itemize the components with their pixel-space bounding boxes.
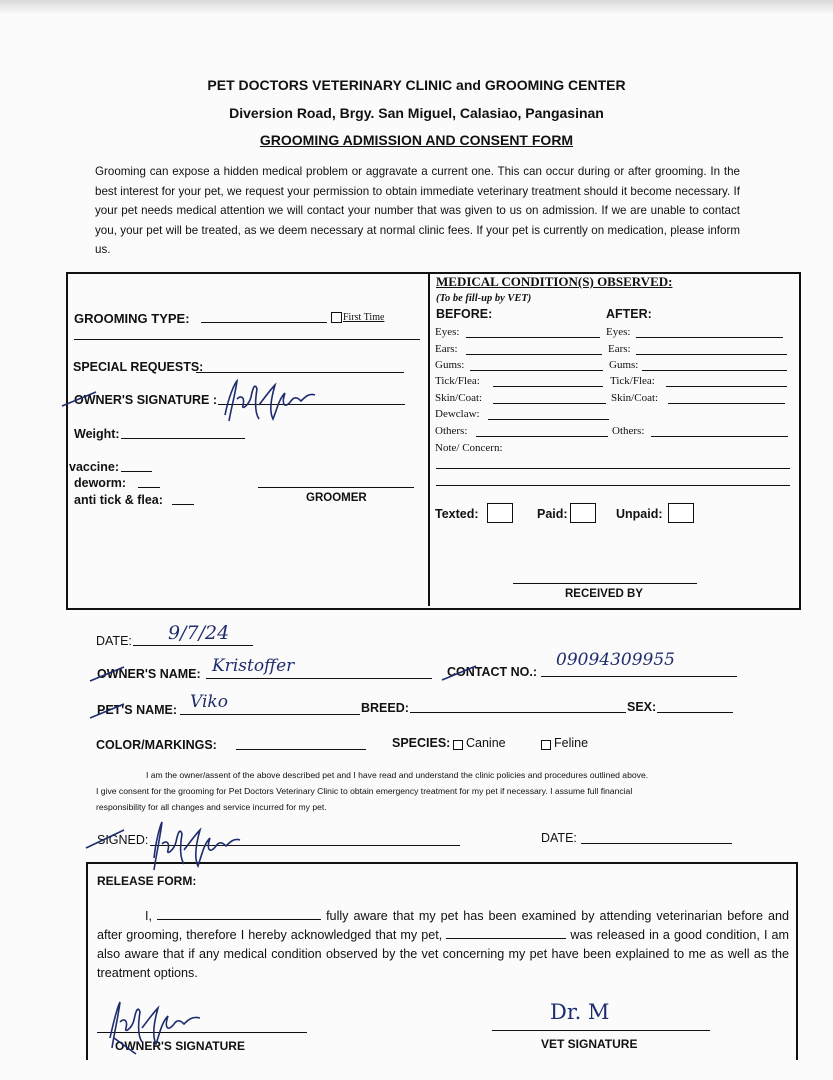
weight-label: Weight: [74,427,120,441]
clinic-name: PET DOCTORS VETERINARY CLINIC and GROOMING CENTER [207,77,626,93]
after-gums-field[interactable] [642,370,787,371]
unpaid-label: Unpaid: [616,507,663,521]
before-tickflea-label: Tick/Flea: [435,375,480,387]
canine-label: Canine [466,736,506,750]
received-by-line[interactable] [513,583,697,584]
clinic-address: Diversion Road, Brgy. San Miguel, Calasiao, Pangasinan [229,105,604,121]
owner-signature-drawing [215,375,330,427]
received-by-label: RECEIVED BY [565,588,643,600]
canine-checkbox[interactable] [453,740,463,750]
pet-name-tick [88,700,128,720]
deworm-field[interactable] [138,487,160,488]
after-heading: AFTER: [606,307,652,321]
release-text-b: was released in a good condition, I am also aware that if any medical condition observed by the vet concerning my pet have been explained to me as well as the treatment options. [97,928,789,980]
texted-checkbox[interactable] [487,503,513,523]
breed-field[interactable] [410,712,626,713]
after-skincoat-field[interactable] [668,403,785,404]
weight-field[interactable] [121,438,245,439]
after-others-field[interactable] [651,436,788,437]
before-eyes-field[interactable] [466,337,600,338]
scan-edge [0,0,833,14]
groomer-label: GROOMER [306,492,367,504]
release-pet-name-field[interactable] [446,927,566,939]
intro-paragraph: Grooming can expose a hidden medical problem or aggravate a current one. This can occur during or after grooming. In the best interest for your pet, we request your permission to obtain immediate veterinary treatment should it become necessary. If your pet needs medical attention we will contact your number that was given to us on admission. If we are unable to contact you, your pet will be treated, as we deem necessary at normal clinic fees. If your pet is currently on medication, please inform us. [95,165,740,257]
after-ears-field[interactable] [636,354,787,355]
consent-date-field[interactable] [581,843,732,844]
note-concern-label: Note/ Concern: [435,442,503,454]
pet-name-handwritten: Viko [190,692,228,712]
contact-handwritten: 09094309955 [556,650,675,670]
release-form-title: RELEASE FORM: [97,874,197,888]
date-field[interactable] [133,645,253,646]
before-heading: BEFORE: [436,307,493,321]
after-others-label: Others: [612,425,645,437]
before-dewclaw-field[interactable] [488,419,609,420]
feline-label: Feline [554,736,589,750]
before-eyes-label: Eyes: [435,326,460,338]
box-divider [428,272,430,606]
release-owner-name-field[interactable] [157,908,321,920]
signed-label: SIGNED: [97,833,149,847]
before-ears-label: Ears: [435,343,458,355]
note-line-2[interactable] [436,485,790,486]
date-label: DATE: [96,634,132,648]
vaccine-field[interactable] [121,471,152,472]
color-markings-field[interactable] [236,749,366,750]
anti-tick-field[interactable] [172,504,194,505]
before-skincoat-field[interactable] [493,403,606,404]
vet-signature-handwritten: Dr. M [550,1000,610,1024]
first-time-label: First Time [343,312,385,323]
sex-field[interactable] [657,712,733,713]
before-ears-field[interactable] [466,354,602,355]
vaccine-label: vaccine: [69,460,120,474]
pet-name-label: PET'S NAME: [97,703,178,717]
after-gums-label: Gums: [609,359,639,371]
owner-name-handwritten: Kristoffer [212,656,295,676]
release-text-a: fully aware that my pet has been examined by attending veterinarian before and after grooming, therefore I hereby acknowledged that my pet, [97,909,789,942]
after-eyes-label: Eyes: [606,326,631,338]
contact-tick [440,662,480,682]
note-line-1[interactable] [436,468,790,469]
special-requests-field[interactable] [196,372,404,373]
sex-label: SEX: [627,700,657,714]
contact-field[interactable] [541,676,737,677]
consent-line-3: responsibility for all changes and service incurred for my pet. [96,802,327,812]
owner-signature-label: OWNER'S SIGNATURE : [74,393,218,407]
grooming-type-line-2[interactable] [74,339,420,340]
paid-label: Paid: [537,507,568,521]
release-i: I, [145,909,152,923]
deworm-label: deworm: [74,476,127,490]
owner-name-label: OWNER'S NAME: [97,667,201,681]
first-time-checkbox[interactable] [331,312,342,323]
unpaid-checkbox[interactable] [668,503,694,523]
owner-signature-tick [60,388,100,408]
breed-label: BREED: [361,701,409,715]
date-handwritten: 9/7/24 [168,622,230,644]
release-owner-signature-label: OWNER'S SIGNATURE [115,1039,245,1053]
before-others-label: Others: [435,425,468,437]
signed-signature-drawing [84,818,254,880]
pet-name-field[interactable] [180,714,360,715]
anti-tick-label: anti tick & flea: [74,493,163,507]
release-paragraph [97,907,789,983]
form-title: GROOMING ADMISSION AND CONSENT FORM [259,132,574,148]
after-tickflea-field[interactable] [666,386,787,387]
consent-line-2: I give consent for the grooming for Pet Doctors Veterinary Clinic to obtain emergency treatment for my pet if necessary. I assume full financial [96,786,633,796]
vet-signature-line[interactable] [492,1030,710,1031]
contact-label: CONTACT NO.: [447,665,538,679]
medical-title: MEDICAL CONDITION(S) OBSERVED: [436,274,673,289]
owner-name-field[interactable] [206,678,432,679]
texted-label: Texted: [435,507,479,521]
color-markings-label: COLOR/MARKINGS: [96,738,217,752]
grooming-type-label: GROOMING TYPE: [74,311,190,326]
after-skincoat-label: Skin/Coat: [611,392,659,404]
before-gums-label: Gums: [435,359,465,371]
before-dewclaw-label: Dewclaw: [435,408,480,420]
after-tickflea-label: Tick/Flea: [610,375,655,387]
vet-signature-label: VET SIGNATURE [541,1037,638,1051]
release-owner-signature-drawing [96,996,226,1056]
consent-line-1: I am the owner/assent of the above described pet and I have read and understand the clinic policies and procedures outlined above. [146,770,649,780]
after-ears-label: Ears: [608,343,631,355]
medical-subtitle: (To be fill-up by VET) [436,293,532,304]
special-requests-label: SPECIAL REQUESTS: [73,360,204,374]
after-eyes-field[interactable] [636,337,783,338]
consent-date-label: DATE: [541,831,577,845]
before-tickflea-field[interactable] [493,386,603,387]
feline-checkbox[interactable] [541,740,551,750]
paid-checkbox[interactable] [570,503,596,523]
before-gums-field[interactable] [470,370,603,371]
owner-name-tick [88,663,128,683]
grooming-type-field[interactable] [201,322,327,323]
species-label: SPECIES: [392,736,451,750]
before-others-field[interactable] [476,436,608,437]
groomer-signature-line[interactable] [258,487,414,488]
before-skincoat-label: Skin/Coat: [435,392,483,404]
